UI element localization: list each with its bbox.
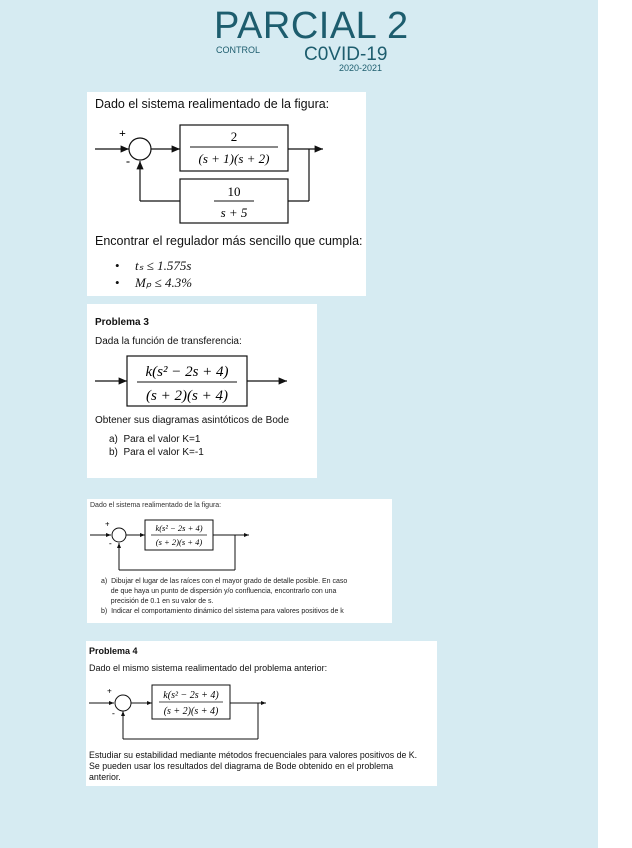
- c3-plus-sign: +: [105, 520, 110, 529]
- c4-tf-numerator: k(s² − 2s + 4): [163, 690, 219, 701]
- minus-sign: -: [126, 154, 130, 168]
- card3-item-line: de que haya un punto de dispersión y/o confluencia, encontrarlo con una: [101, 588, 337, 595]
- card2-transfer-function: [87, 352, 317, 412]
- exercise-card-2: [87, 304, 317, 478]
- card3-item-line: b) Indicar el comportamiento dinámico del sistema para valores positivos de k: [101, 608, 344, 615]
- card4-block-diagram: [86, 681, 437, 745]
- card2-intro: Dada la función de transferencia:: [95, 336, 242, 347]
- card3-item-line: a) Dibujar el lugar de las raíces con el mayor grado de detalle posible. En caso: [101, 578, 348, 585]
- card1-spec-list: [115, 258, 192, 292]
- c4-tf-denominator: (s + 2)(s + 4): [163, 706, 219, 717]
- spec-item: • Mₚ ≤ 4.3%: [115, 275, 192, 292]
- forward-numerator: 2: [230, 129, 238, 144]
- exercise-card-4: [86, 641, 437, 786]
- card4-text-line: anterior.: [89, 772, 121, 782]
- feedback-numerator: 10: [227, 184, 241, 199]
- card2-item-a: a) Para el valor K=1: [109, 434, 201, 445]
- c4-summing-junction: [115, 695, 131, 711]
- feedback-denominator: s + 5: [220, 205, 248, 220]
- page-gutter: [598, 0, 632, 848]
- card3-intro: Dado el sistema realimentado de la figura:: [90, 502, 222, 509]
- problem-3-title: Problema 3: [95, 317, 149, 328]
- plus-sign: +: [119, 126, 126, 140]
- page-title: PARCIAL 2: [214, 5, 409, 47]
- card2-task: Obtener sus diagramas asintóticos de Bode: [95, 415, 289, 426]
- subject-label: CONTROL: [216, 45, 261, 55]
- card4-intro: Dado el mismo sistema realimentado del problema anterior:: [89, 663, 328, 673]
- card4-text-line: Se pueden usar los resultados del diagrama de Bode obtenido en el problema: [89, 761, 394, 771]
- summing-junction: [129, 138, 151, 160]
- problem-4-title: Problema 4: [89, 646, 138, 656]
- card1-requirement: Encontrar el regulador más sencillo que cumpla:: [95, 234, 363, 248]
- tf-denominator: (s + 2)(s + 4): [146, 388, 228, 404]
- c3-minus-sign: -: [109, 539, 112, 548]
- covid-subtitle: C0VID-19: [304, 44, 388, 65]
- c4-minus-sign: -: [112, 708, 115, 718]
- card2-item-b: b) Para el valor K=-1: [109, 447, 204, 458]
- forward-denominator: (s + 1)(s + 2): [198, 151, 270, 166]
- card4-text-line: Estudiar su estabilidad mediante métodos frecuenciales para valores positivos de K.: [89, 750, 418, 760]
- tf-numerator: k(s² − 2s + 4): [145, 364, 229, 380]
- c3-summing-junction: [112, 528, 126, 542]
- card1-intro: Dado el sistema realimentado de la figura:: [95, 97, 330, 111]
- card3-item-line: precisión de 0.1 en su valor de s.: [101, 598, 214, 605]
- exercise-card-1: [87, 92, 366, 296]
- year-label: 2020-2021: [339, 63, 383, 73]
- exercise-card-3: [87, 499, 392, 623]
- card3-block-diagram: [87, 514, 392, 576]
- c4-plus-sign: +: [107, 686, 112, 696]
- c3-tf-denominator: (s + 2)(s + 4): [155, 537, 203, 547]
- c3-tf-numerator: k(s² − 2s + 4): [155, 523, 203, 533]
- spec-item: • tₛ ≤ 1.575s: [115, 258, 192, 275]
